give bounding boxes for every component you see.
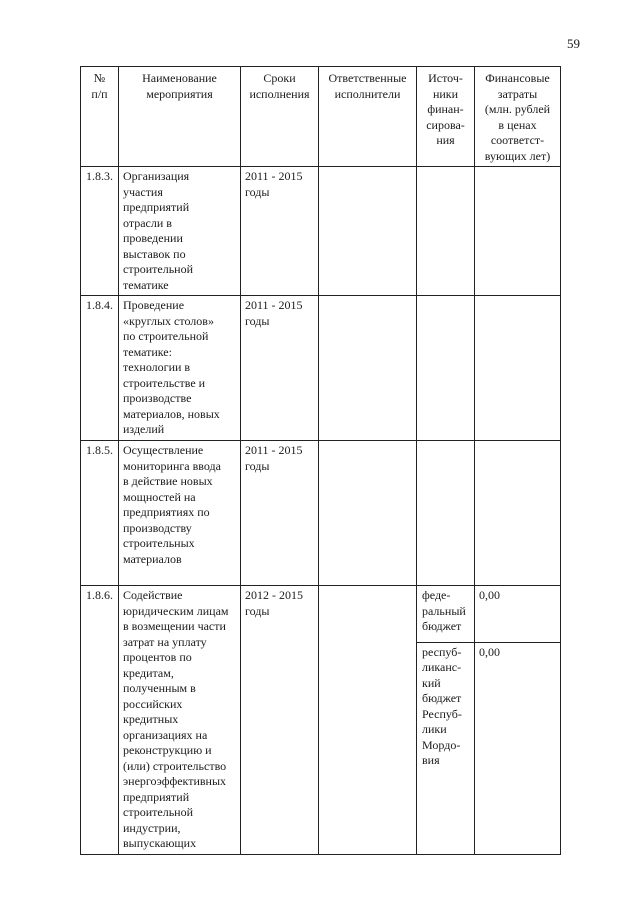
measure-term: 2011 - 2015 годы [241, 296, 319, 441]
row-number: 1.8.4. [81, 296, 119, 441]
header-num: № п/п [81, 67, 119, 167]
financing-cell [475, 441, 561, 586]
source-republican: респуб- ликанс- кий бюджет Респуб- лики Мордо- вия [417, 642, 475, 854]
header-financing: Финансовые затраты (млн. рублей в ценах соответст- вующих лет) [475, 67, 561, 167]
row-number: 1.8.6. [81, 586, 119, 855]
table-row [81, 167, 561, 296]
measure-term: 2012 - 2015 годы [241, 586, 319, 855]
financing-cell [475, 296, 561, 441]
measure-name: Осуществление мониторинга ввода в действие новых мощностей на предприятиях по производству строительных материалов [119, 441, 241, 586]
row-number: 1.8.5. [81, 441, 119, 586]
measure-term: 2011 - 2015 годы [241, 441, 319, 586]
measure-name: Проведение «круглых столов» по строительной тематике: технологии в строительстве и производстве материалов, новых изделий [119, 296, 241, 441]
measures-table [80, 66, 561, 855]
financing-republican: 0,00 [475, 642, 561, 854]
table-header-row [81, 67, 561, 167]
responsible-cell [319, 586, 417, 855]
header-responsible: Ответственные исполнители [319, 67, 417, 167]
measure-name: Содействие юридическим лицам в возмещении части затрат на уплату процентов по кредитам, полученным в российских кредитных организациях на реконструкцию и (или) строительство энергоэффективных предприятий строительной индустрии, выпускающих [119, 586, 241, 855]
measure-term: 2011 - 2015 годы [241, 167, 319, 296]
table-row [81, 296, 561, 441]
row-number: 1.8.3. [81, 167, 119, 296]
source-cell [417, 441, 475, 586]
header-name: Наименование мероприятия [119, 67, 241, 167]
source-federal: феде- ральный бюджет [417, 586, 475, 643]
table-row [81, 441, 561, 586]
financing-federal: 0,00 [475, 586, 561, 643]
financing-cell [475, 167, 561, 296]
responsible-cell [319, 296, 417, 441]
page-number: 59 [567, 36, 580, 51]
table-row [81, 586, 561, 643]
header-term: Сроки исполнения [241, 67, 319, 167]
responsible-cell [319, 167, 417, 296]
header-source: Источ- ники финан- сирова- ния [417, 67, 475, 167]
measure-name: Организация участия предприятий отрасли в проведении выставок по строительной тематике [119, 167, 241, 296]
source-cell [417, 167, 475, 296]
responsible-cell [319, 441, 417, 586]
source-cell [417, 296, 475, 441]
